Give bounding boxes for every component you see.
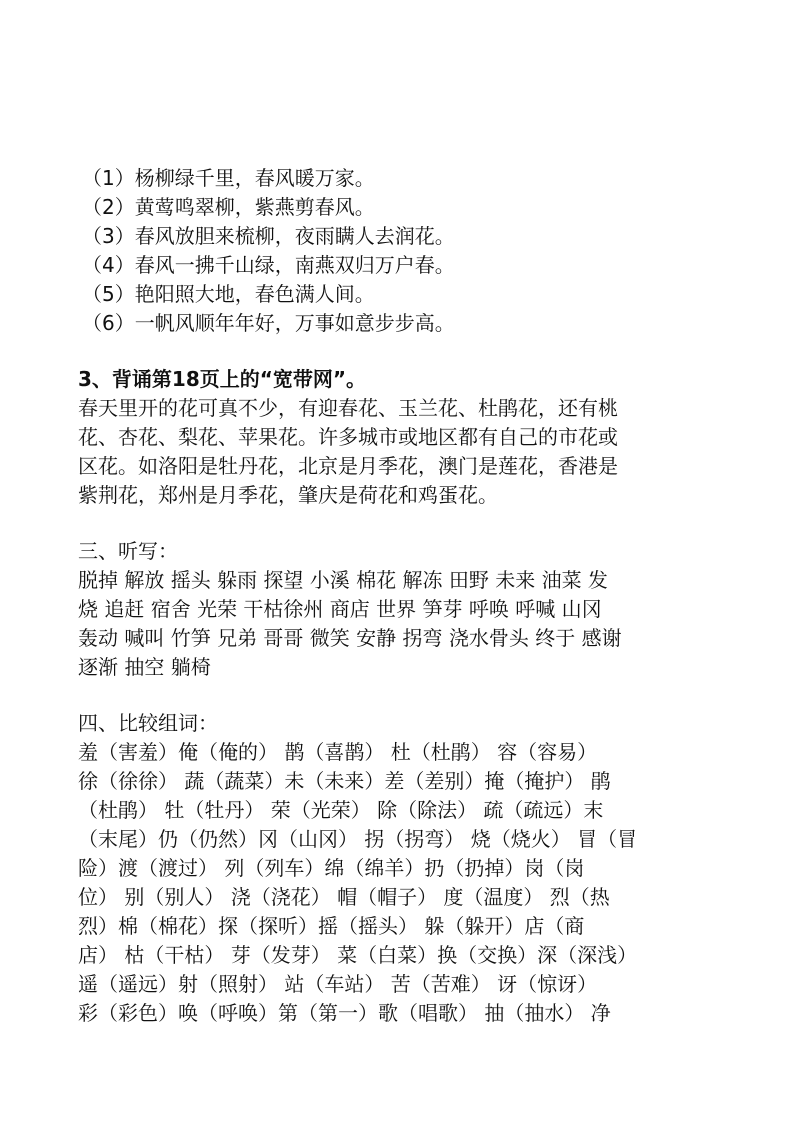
compare-line: 险）渡（渡过） 列（列车）绵（绵羊）扔（扔掉）岗（岗 [78, 856, 585, 880]
section-heading: 3、背诵第18页上的“宽带网”。 [78, 367, 367, 391]
section-recite-broadband [78, 365, 678, 510]
paragraph-line: 区花。如洛阳是牡丹花，北京是月季花，澳门是莲花，香港是 [78, 454, 618, 478]
poem-line: （3）春风放胆来梳柳，夜雨瞒人去润花。 [82, 224, 455, 248]
paragraph-line: 花、杏花、梨花、苹果花。许多城市或地区都有自己的市花或 [78, 425, 618, 449]
compare-line: 烈）棉（棉花）探（探听）摇（摇头） 躲（躲开）店（商 [78, 914, 585, 938]
word-list-line: 轰动 喊叫 竹笋 兄弟 哥哥 微笑 安静 拐弯 浇水骨头 终于 感谢 [78, 626, 622, 650]
section-heading: 四、比较组词： [78, 711, 218, 735]
poem-line: （5）艳阳照大地，春色满人间。 [82, 282, 375, 306]
section-heading: 三、听写： [78, 539, 178, 563]
poem-line: （6）一帆风顺年年好，万事如意步步高。 [82, 311, 455, 335]
word-list-line: 脱掉 解放 摇头 躲雨 探望 小溪 棉花 解冻 田野 未来 油菜 发 [78, 568, 608, 592]
word-list-line: 逐渐 抽空 躺椅 [78, 655, 211, 679]
poem-line: （1）杨柳绿千里，春风暖万家。 [82, 166, 375, 190]
compare-line: 徐（徐徐） 蔬（蔬菜）未（未来）差（差别）掩（掩护） 鹃 [78, 769, 611, 793]
compare-line: 羞（害羞）俺（俺的） 鹊（喜鹊） 杜（杜鹃） 容（容易） [78, 740, 598, 764]
compare-line: 彩（彩色）唤（呼唤）第（第一）歌（唱歌） 抽（抽水） 净 [78, 1001, 611, 1025]
compare-line: （杜鹃） 牡（牡丹） 荣（光荣） 除（除法） 疏（疏远）末 [78, 798, 604, 822]
paragraph-line: 春天里开的花可真不少，有迎春花、玉兰花、杜鹃花，还有桃 [78, 396, 618, 420]
section-compare-words [78, 709, 678, 1028]
section-dictation [78, 537, 678, 682]
compare-line: （末尾）仍（仍然）冈（山冈） 拐（拐弯） 烧（烧火） 冒（冒 [78, 827, 638, 851]
poem-line: （4）春风一拂千山绿，南燕双归万户春。 [82, 253, 455, 277]
compare-line: 位） 别（别人） 浇（浇花） 帽（帽子） 度（温度） 烈（热 [78, 885, 610, 909]
word-list-line: 烧 追赶 宿舍 光荣 干枯徐州 商店 世界 笋芽 呼唤 呼喊 山冈 [78, 597, 602, 621]
poem-list [78, 164, 678, 338]
paragraph-line: 紫荆花，郑州是月季花，肇庆是荷花和鸡蛋花。 [78, 483, 498, 507]
poem-line: （2）黄莺鸣翠柳，紫燕剪春风。 [82, 195, 375, 219]
compare-line: 店） 枯（干枯） 芽（发芽） 菜（白菜）换（交换）深（深浅） [78, 943, 638, 967]
compare-line: 遥（遥远）射（照射） 站（车站） 苦（苦难） 讶（惊讶） [78, 972, 598, 996]
